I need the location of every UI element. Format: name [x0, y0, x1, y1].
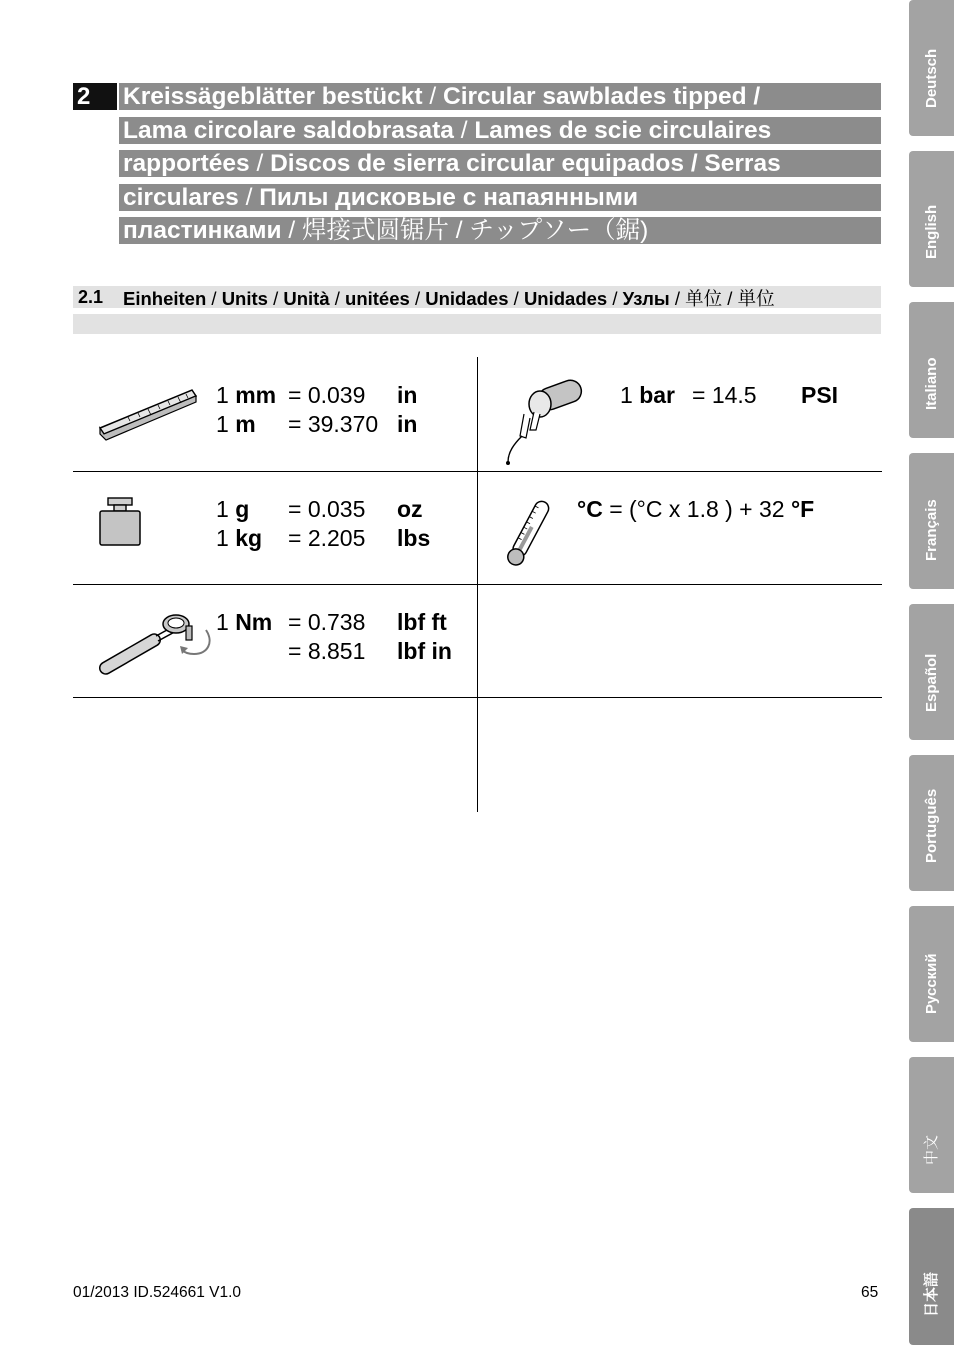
tab-english[interactable] — [909, 151, 954, 287]
unit-symbol: mm — [235, 382, 277, 408]
title-part: circulares — [123, 184, 239, 211]
torque-value-2: = 8.851 — [288, 638, 366, 664]
unit-symbol: Nm — [235, 609, 273, 635]
subsection-separator: / — [508, 288, 524, 309]
thermometer-icon — [500, 496, 556, 572]
length-value-1: = 0.039 — [288, 382, 366, 408]
subsection-separator: / — [409, 288, 426, 309]
subsection-bar-secondary — [73, 314, 881, 334]
pressure-value-1: = 14.5 — [692, 382, 757, 408]
title-part: 焊接式圆锯片 / チップソー（鋸) — [301, 217, 649, 244]
unit-number: 1 — [620, 382, 633, 408]
subsection-title-part: unitées — [345, 288, 410, 309]
table-divider-row-1 — [73, 471, 882, 472]
length-value-2: = 39.370 — [288, 411, 379, 437]
section-title-line-3 — [119, 150, 881, 177]
title-separator: / — [238, 184, 260, 211]
length-target-2: in — [397, 411, 418, 437]
subsection-title-part: / 单位 / 単位 — [669, 288, 775, 309]
tab-label: Русский — [922, 953, 940, 1014]
weight-value-1: = 0.035 — [288, 496, 366, 522]
subsection-number: 2.1 — [78, 287, 104, 307]
subsection-separator: / — [607, 288, 623, 309]
unit-symbol: kg — [235, 525, 263, 551]
torque-target-1: lbf ft — [397, 609, 447, 635]
weight-target-1: oz — [397, 496, 423, 522]
section-title-line-1 — [119, 83, 881, 110]
tab-label: Español — [922, 653, 940, 712]
pressure-gauge-icon — [500, 378, 590, 466]
section-title-line-2 — [119, 117, 881, 144]
tab-chinese[interactable] — [909, 1057, 954, 1193]
unit-number: 1 — [216, 609, 229, 635]
tab-label: English — [922, 204, 940, 259]
table-divider-row-3 — [73, 697, 882, 698]
section-title-line-4 — [119, 184, 881, 211]
unit-number: 1 — [216, 525, 229, 551]
title-part: Discos de sierra circular equipados / Serras — [270, 150, 781, 177]
title-part: Lama circolare saldobrasata — [123, 117, 454, 144]
tab-francais[interactable] — [909, 453, 954, 589]
weight-target-2: lbs — [397, 525, 431, 551]
subsection-title-part: Unità — [283, 288, 330, 309]
section-number: 2 — [73, 83, 117, 110]
unit-symbol: g — [235, 496, 250, 522]
weight-value-2: = 2.205 — [288, 525, 366, 551]
subsection-title — [123, 289, 775, 309]
temperature-formula — [577, 496, 814, 522]
tab-label: Français — [922, 499, 940, 561]
unit-number: 1 — [216, 411, 229, 437]
subsection-separator: / — [329, 288, 346, 309]
length-row-1 — [216, 382, 276, 408]
subsection-title-part: Einheiten — [123, 288, 207, 309]
title-separator: / — [422, 83, 443, 110]
tab-russian[interactable] — [909, 906, 954, 1042]
weight-row-1 — [216, 496, 249, 522]
tab-deutsch[interactable] — [909, 0, 954, 136]
length-row-2 — [216, 411, 256, 437]
title-part: Kreissägeblätter bestückt — [123, 83, 423, 110]
temperature-to: °F — [790, 496, 815, 522]
torque-row-1 — [216, 609, 272, 635]
title-part: Пилы дисковые с напаянными — [259, 184, 639, 211]
section-title-line-5 — [119, 217, 881, 244]
unit-number: 1 — [216, 382, 229, 408]
subsection-separator: / — [206, 288, 222, 309]
subsection-title-part: Узлы — [622, 288, 670, 309]
unit-number: 1 — [216, 496, 229, 522]
tab-portugues[interactable] — [909, 755, 954, 891]
torque-wrench-icon — [98, 608, 216, 680]
tab-espanol[interactable] — [909, 604, 954, 740]
table-divider-row-2 — [73, 584, 882, 585]
title-part: Circular sawblades tipped / — [443, 83, 761, 110]
subsection-title-part: Units — [221, 288, 268, 309]
tab-label: 日本語 — [922, 1271, 940, 1317]
tab-label: Português — [922, 788, 940, 863]
tab-label: Deutsch — [922, 48, 940, 108]
tab-japanese[interactable] — [909, 1208, 954, 1345]
torque-target-2: lbf in — [397, 638, 452, 664]
subsection-separator: / — [267, 288, 284, 309]
tab-label: Italiano — [922, 357, 940, 410]
page-number: 65 — [861, 1284, 879, 1301]
temperature-from: °C — [577, 496, 603, 522]
temperature-expression: = (°C x 1.8 ) + 32 — [602, 496, 791, 522]
title-separator: / — [249, 150, 271, 177]
pressure-target-1: PSI — [801, 382, 839, 408]
weight-row-2 — [216, 525, 262, 551]
title-separator: / — [453, 117, 475, 144]
unit-symbol: bar — [639, 382, 675, 408]
weight-icon — [98, 496, 142, 548]
subsection-title-part: Unidades — [523, 288, 608, 309]
tab-label: 中文 — [922, 1134, 940, 1165]
title-part: Lames de scie circulaires — [474, 117, 772, 144]
torque-value-1: = 0.738 — [288, 609, 366, 635]
footer-doc-id: 01/2013 ID.524661 V1.0 — [73, 1284, 242, 1301]
unit-symbol: m — [235, 411, 256, 437]
title-part: пластинками — [123, 217, 282, 244]
pressure-row-1 — [620, 382, 675, 408]
length-target-1: in — [397, 382, 418, 408]
tab-italiano[interactable] — [909, 302, 954, 438]
ruler-icon — [98, 382, 198, 444]
title-part: rapportées — [123, 150, 250, 177]
title-separator: / — [281, 217, 302, 244]
subsection-title-part: Unidades — [425, 288, 509, 309]
